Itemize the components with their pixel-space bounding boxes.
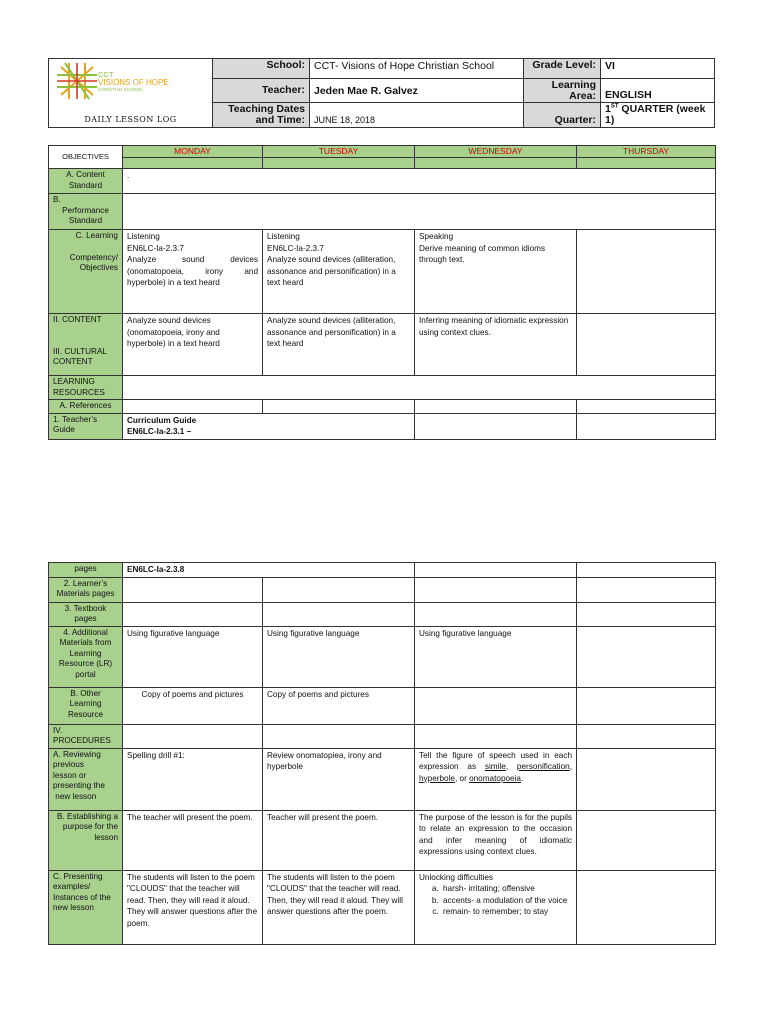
dates-value: JUNE 18, 2018 — [310, 103, 524, 128]
content-label-2: III. CULTURAL — [53, 346, 107, 356]
teachers-guide-label — [49, 413, 123, 439]
monday-competency — [123, 230, 263, 314]
tb-thu — [577, 602, 716, 626]
rev-wed-hyperbole: hyperbole — [419, 773, 455, 783]
am-label-3: Learning — [69, 648, 102, 658]
day-tuesday: TUESDAY — [263, 146, 415, 158]
est-thu — [577, 810, 716, 870]
grade-value: VI — [601, 59, 715, 79]
grade-label: Grade Level: — [524, 59, 601, 79]
rev-label-4: presenting the — [53, 781, 105, 790]
proc-label-2: PROCEDURES — [53, 736, 111, 745]
presenting-label — [49, 870, 123, 944]
tuesday-objective: Analyze sound devices (alliteration, assonance and personification) in a text heard — [267, 255, 396, 287]
ol-label-1: B. Other — [70, 688, 101, 698]
est-label-2: purpose for the — [62, 822, 118, 831]
rev-label-2: previous — [53, 760, 84, 769]
school-value: CCT- Visions of Hope Christian School — [310, 59, 524, 79]
teacher-value: Jeden Mae R. Galvez — [310, 79, 524, 103]
tg-code: EN6LC-Ia-2.3.1 – — [127, 427, 192, 436]
tg-label-1: 1. Teacher’s — [53, 414, 98, 424]
tb-label-2: pages — [74, 614, 97, 623]
proc-thu — [577, 724, 716, 748]
tuesday-skill: Listening — [267, 232, 300, 241]
logo-text-vision: VISIONS OF HOPE — [98, 78, 169, 87]
logo-text-school: CHRISTIAN SCHOOL — [98, 87, 143, 92]
tb-mon — [123, 602, 263, 626]
am-wed: Using figurative language — [415, 626, 577, 687]
content-standard-label — [49, 169, 123, 194]
resources-label-2: RESOURCES — [53, 387, 105, 397]
daily-lesson-log-title: DAILY LESSON LOG — [84, 114, 177, 124]
learning-area-label — [524, 79, 601, 103]
ol-mon: Copy of poems and pictures — [123, 687, 263, 724]
tg-curriculum: Curriculum Guide — [127, 415, 197, 425]
proc-tue — [263, 724, 415, 748]
learners-materials-label — [49, 577, 123, 602]
pres-thu — [577, 870, 716, 944]
lesson-table-1 — [48, 145, 716, 440]
textbook-label — [49, 602, 123, 626]
content-label — [49, 314, 123, 376]
quarter-week: 1) — [605, 114, 615, 126]
pages-mon: EN6LC-Ia-2.3.8 — [123, 563, 415, 578]
references-wed — [415, 400, 577, 414]
dates-label-1: Teaching Dates — [228, 103, 305, 115]
learning-label-2: Competency/ — [69, 252, 118, 262]
references-mon — [123, 400, 263, 414]
am-thu — [577, 626, 716, 687]
est-label-3: lesson — [94, 832, 118, 842]
monday-code: EN6LC-Ia-2.3.7 — [127, 243, 184, 253]
list-item: c. remain- to remember; to stay — [441, 906, 572, 918]
tb-label-1: 3. Textbook — [64, 603, 107, 613]
proc-label-1: IV. — [53, 725, 63, 735]
lm-tue — [263, 577, 415, 602]
lm-label-1: 2. Learner’s — [63, 578, 108, 588]
proc-mon — [123, 724, 263, 748]
learning-area-label-1: Learning — [551, 79, 596, 91]
performance-standard-value — [123, 194, 716, 230]
lm-mon — [123, 577, 263, 602]
tg-label-2: Guide — [53, 425, 75, 434]
tuesday-competency — [263, 230, 415, 314]
rev-label-3: lesson or — [53, 770, 87, 780]
logo-text-cct: CCT — [98, 70, 114, 79]
day-wednesday: WEDNESDAY — [415, 146, 577, 158]
am-mon: Using figurative language — [123, 626, 263, 687]
pres-label-3: Instances of the — [53, 892, 111, 902]
school-logo-icon — [55, 61, 99, 101]
am-tue: Using figurative language — [263, 626, 415, 687]
content-standard-label-2: Standard — [68, 180, 103, 190]
school-logo-cell — [49, 59, 213, 128]
wednesday-content: Inferring meaning of idiomatic expression using context clues. — [415, 314, 577, 376]
tuesday-content: Analyze sound devices (alliteration, assonance and personification) in a text heard — [263, 314, 415, 376]
wednesday-objective: Derive meaning of common idioms through text. — [419, 243, 546, 264]
rev-label-5: new lesson — [55, 791, 97, 801]
am-label-4: Resource (LR) — [58, 659, 113, 668]
learning-competency-label — [49, 230, 123, 314]
day-thursday: THURSDAY — [577, 146, 716, 158]
rev-wed-text: Tell the figure of speech used in each expression as — [419, 750, 572, 771]
learning-area-value: ENGLISH — [601, 79, 715, 103]
references-label: A. References — [49, 400, 123, 414]
rev-mon: Spelling drill #1: — [123, 748, 263, 810]
learning-label-3: Objectives — [79, 263, 118, 272]
procedures-label — [49, 724, 123, 748]
est-label-1: B. Establishing a — [57, 811, 118, 821]
pages-wed — [415, 563, 577, 578]
performance-label-1: B. — [53, 195, 61, 204]
ol-tue: Copy of poems and pictures — [263, 687, 415, 724]
wednesday-skill: Speaking — [419, 232, 454, 241]
day-sub-cell — [577, 158, 716, 169]
vocabulary-list — [419, 883, 572, 918]
rev-wed-simile: simile — [484, 762, 506, 771]
lm-thu — [577, 577, 716, 602]
pres-wed-title: Unlocking difficulties — [419, 872, 494, 882]
performance-label-3: Standard — [68, 216, 103, 225]
list-item: b. accents- a modulation of the voice — [441, 895, 572, 907]
learning-resources-label — [49, 376, 123, 400]
quarter-sup: ST — [610, 103, 619, 110]
thursday-content — [577, 314, 716, 376]
day-sub-cell — [263, 158, 415, 169]
learning-label-1: C. Learning — [75, 231, 118, 240]
pages-thu — [577, 563, 716, 578]
content-label-1: II. CONTENT — [53, 315, 102, 324]
lesson-table-2 — [48, 562, 716, 945]
wednesday-competency — [415, 230, 577, 314]
content-standard-label-1: A. Content — [66, 170, 105, 179]
rev-wed-or: , or — [454, 773, 470, 783]
est-mon: The teacher will present the poem. — [123, 810, 263, 870]
content-label-3: CONTENT — [53, 357, 93, 366]
rev-tue: Review onomatopiea, irony and hyperbole — [263, 748, 415, 810]
pres-label-4: new lesson — [53, 903, 94, 912]
pres-tue: The students will listen to the poem "CLOUDS" that the teacher will read. Then, they will read it aloud. They will answer questions after the poem. — [263, 870, 415, 944]
am-label-5: portal — [75, 669, 96, 679]
am-label-2: Materials from — [59, 638, 112, 647]
references-tue — [263, 400, 415, 414]
lm-wed — [415, 577, 577, 602]
rev-wed-onomatopoeia: onomatopoeia — [469, 773, 521, 783]
monday-skill: Listening — [127, 232, 160, 241]
rev-wed-personification: personification — [516, 762, 570, 771]
teachers-guide-mon — [123, 413, 415, 439]
teachers-guide-wed — [415, 413, 577, 439]
resources-label-1: LEARNING — [53, 377, 95, 386]
list-item: a. harsh- irritating; offensive — [441, 883, 572, 895]
rev-label-1: A. Reviewing — [53, 749, 101, 759]
lm-label-2: Materials pages — [56, 589, 115, 598]
tb-tue — [263, 602, 415, 626]
rev-wed — [415, 748, 577, 810]
rev-wed-comma-1: , — [505, 762, 517, 771]
additional-materials-label — [49, 626, 123, 687]
monday-content: Analyze sound devices (onomatopoeia, irony and hyperbole) in a text heard — [123, 314, 263, 376]
ol-label-3: Resource — [67, 709, 104, 719]
teachers-guide-thu — [577, 413, 716, 439]
ol-thu — [577, 687, 716, 724]
est-wed: The purpose of the lesson is for the pupils to relate an expression to the occasion and infer meaning of idiomatic expressions using context clues. — [415, 810, 577, 870]
quarter-value — [601, 103, 715, 128]
pres-label-1: C. Presenting — [53, 871, 103, 881]
reviewing-label — [49, 748, 123, 810]
proc-wed — [415, 724, 577, 748]
performance-standard-label — [49, 194, 123, 230]
other-resources-label — [49, 687, 123, 724]
performance-label-2: Performance — [62, 205, 109, 215]
pres-wed — [415, 870, 577, 944]
rev-wed-period: . — [520, 773, 524, 783]
monday-objective: Analyze sound devices (onomatopoeia, irony and hyperbole) in a text heard — [127, 255, 258, 287]
quarter-label: Quarter: — [524, 103, 601, 128]
rev-wed-comma-2: , — [569, 762, 572, 771]
ol-wed — [415, 687, 577, 724]
quarter-num: 1 — [605, 103, 611, 115]
dates-label — [213, 103, 310, 128]
quarter-text: QUARTER (week — [618, 103, 706, 115]
objectives-header: OBJECTIVES — [49, 146, 123, 169]
references-thu — [577, 400, 716, 414]
content-standard-value: . — [123, 169, 716, 194]
tuesday-code: EN6LC-Ia-2.3.7 — [267, 243, 324, 253]
est-tue: Teacher will present the poem. — [263, 810, 415, 870]
thursday-competency — [577, 230, 716, 314]
establishing-label — [49, 810, 123, 870]
pres-mon: The students will listen to the poem "CLOUDS" that the teacher will read. Then, they will read it aloud. They will answer questions after the poem. — [123, 870, 263, 944]
tb-wed — [415, 602, 577, 626]
rev-thu — [577, 748, 716, 810]
learning-area-label-2: Area: — [569, 89, 596, 102]
ol-label-2: Learning — [69, 699, 102, 708]
dates-label-2: and Time: — [255, 114, 305, 126]
day-monday: MONDAY — [123, 146, 263, 158]
am-label-1: 4. Additional — [63, 627, 108, 637]
pages-label: pages — [49, 563, 123, 578]
teacher-label: Teacher: — [213, 79, 310, 103]
pres-label-2: examples/ — [53, 882, 91, 891]
day-sub-cell — [415, 158, 577, 169]
header-table — [48, 58, 715, 128]
day-sub-cell — [123, 158, 263, 169]
learning-resources-value — [123, 376, 716, 400]
school-label: School: — [213, 59, 310, 79]
